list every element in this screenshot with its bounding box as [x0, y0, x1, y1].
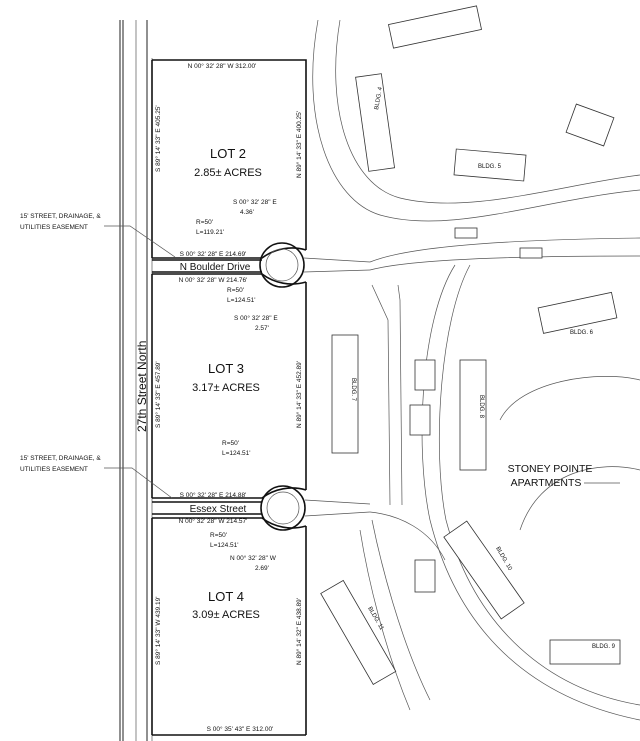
- street-label-boulder: N Boulder Drive: [179, 262, 251, 273]
- curve-lot2-l: L=119.21': [196, 229, 225, 236]
- bldg-label-7: BLDG. 7: [350, 378, 356, 402]
- bearing-lot2-short-2: 4.36': [240, 209, 254, 216]
- curve-lot3-2-l: L=124.51': [222, 450, 251, 457]
- bearing-lot2-top: N 00° 32' 28" W 312.00': [187, 63, 257, 70]
- bearing-lot2-west: S 89° 14' 33" E 405.25': [155, 105, 162, 172]
- apartment-buildings: [321, 6, 620, 684]
- easement-2-line-2: UTILITIES EASEMENT: [20, 466, 88, 473]
- lot-4-boundary: [152, 518, 306, 735]
- lot-4-title: LOT 4: [208, 589, 244, 604]
- bearing-lot4-short-2: 2.69': [255, 565, 269, 572]
- bearing-lot4-bottom: S 00° 35' 43" E 312.00': [206, 726, 274, 733]
- bearing-lot4-short-1: N 00° 32' 28" W: [230, 555, 276, 562]
- easement-1-line-2: UTILITIES EASEMENT: [20, 224, 88, 231]
- bldg-label-9: BLDG. 9: [592, 644, 616, 650]
- bldg-label-6: BLDG. 6: [570, 330, 594, 336]
- curve-lot3-l: L=124.51': [227, 297, 256, 304]
- bearing-lot3-bottom: S 00° 32' 28" E 214.88': [179, 492, 247, 499]
- curve-lot2-r: R=50': [196, 219, 213, 226]
- lot-2-title: LOT 2: [210, 146, 246, 161]
- easement-1-line-1: 15' STREET, DRAINAGE, &: [20, 213, 101, 220]
- bearing-lot3-west: S 89° 14' 33" E 457.89': [155, 361, 162, 428]
- lot-2-acres: 2.85± ACRES: [194, 167, 262, 179]
- lot-4-acres: 3.09± ACRES: [192, 609, 260, 621]
- bearing-lot3-short-1: S 00° 32' 28" E: [234, 315, 278, 322]
- curve-lot4-l: L=124.51': [210, 542, 239, 549]
- bearing-lot4-west: S 89° 14' 33" W 439.19': [155, 596, 162, 665]
- bearing-lot3-short-2: 2.57': [255, 325, 269, 332]
- apartments-label-line-2: APARTMENTS: [510, 477, 582, 489]
- bldg-label-5: BLDG. 5: [478, 164, 502, 170]
- bldg-label-11: BLDG. 11: [366, 606, 385, 632]
- curve-lot3-2-r: R=50': [222, 440, 239, 447]
- bearing-lot3-east: N 89° 14' 33" E 452.89': [296, 360, 303, 428]
- lot-3-acres: 3.17± ACRES: [192, 382, 260, 394]
- bearing-lot2-east: N 89° 14' 33" E 400.25': [296, 110, 303, 178]
- street-label-27th: 27th Street North: [135, 340, 149, 432]
- easement-2-line-1: 15' STREET, DRAINAGE, &: [20, 455, 101, 462]
- bldg-label-8: BLDG. 8: [478, 395, 484, 419]
- apartments-label-line-1: STONEY POINTE: [507, 463, 593, 475]
- street-label-essex: Essex Street: [189, 504, 247, 515]
- bldg-label-4: BLDG. 4: [374, 86, 384, 111]
- bearing-lot4-top: N 00° 32' 28" W 214.57': [178, 518, 248, 525]
- lot-3-title: LOT 3: [208, 361, 244, 376]
- curve-lot3-r: R=50': [227, 287, 244, 294]
- bearing-lot4-east: N 89° 14' 32" E 438.89': [296, 597, 303, 665]
- bldg-label-10: BLDG. 10: [494, 546, 513, 572]
- curve-lot4-r: R=50': [210, 532, 227, 539]
- bearing-lot2-bottom: S 00° 32' 28" E 214.69': [179, 251, 247, 258]
- bearing-lot2-short-1: S 00° 32' 28" E: [233, 199, 277, 206]
- bearing-lot3-top: N 00° 32' 28" W 214.76': [178, 277, 248, 284]
